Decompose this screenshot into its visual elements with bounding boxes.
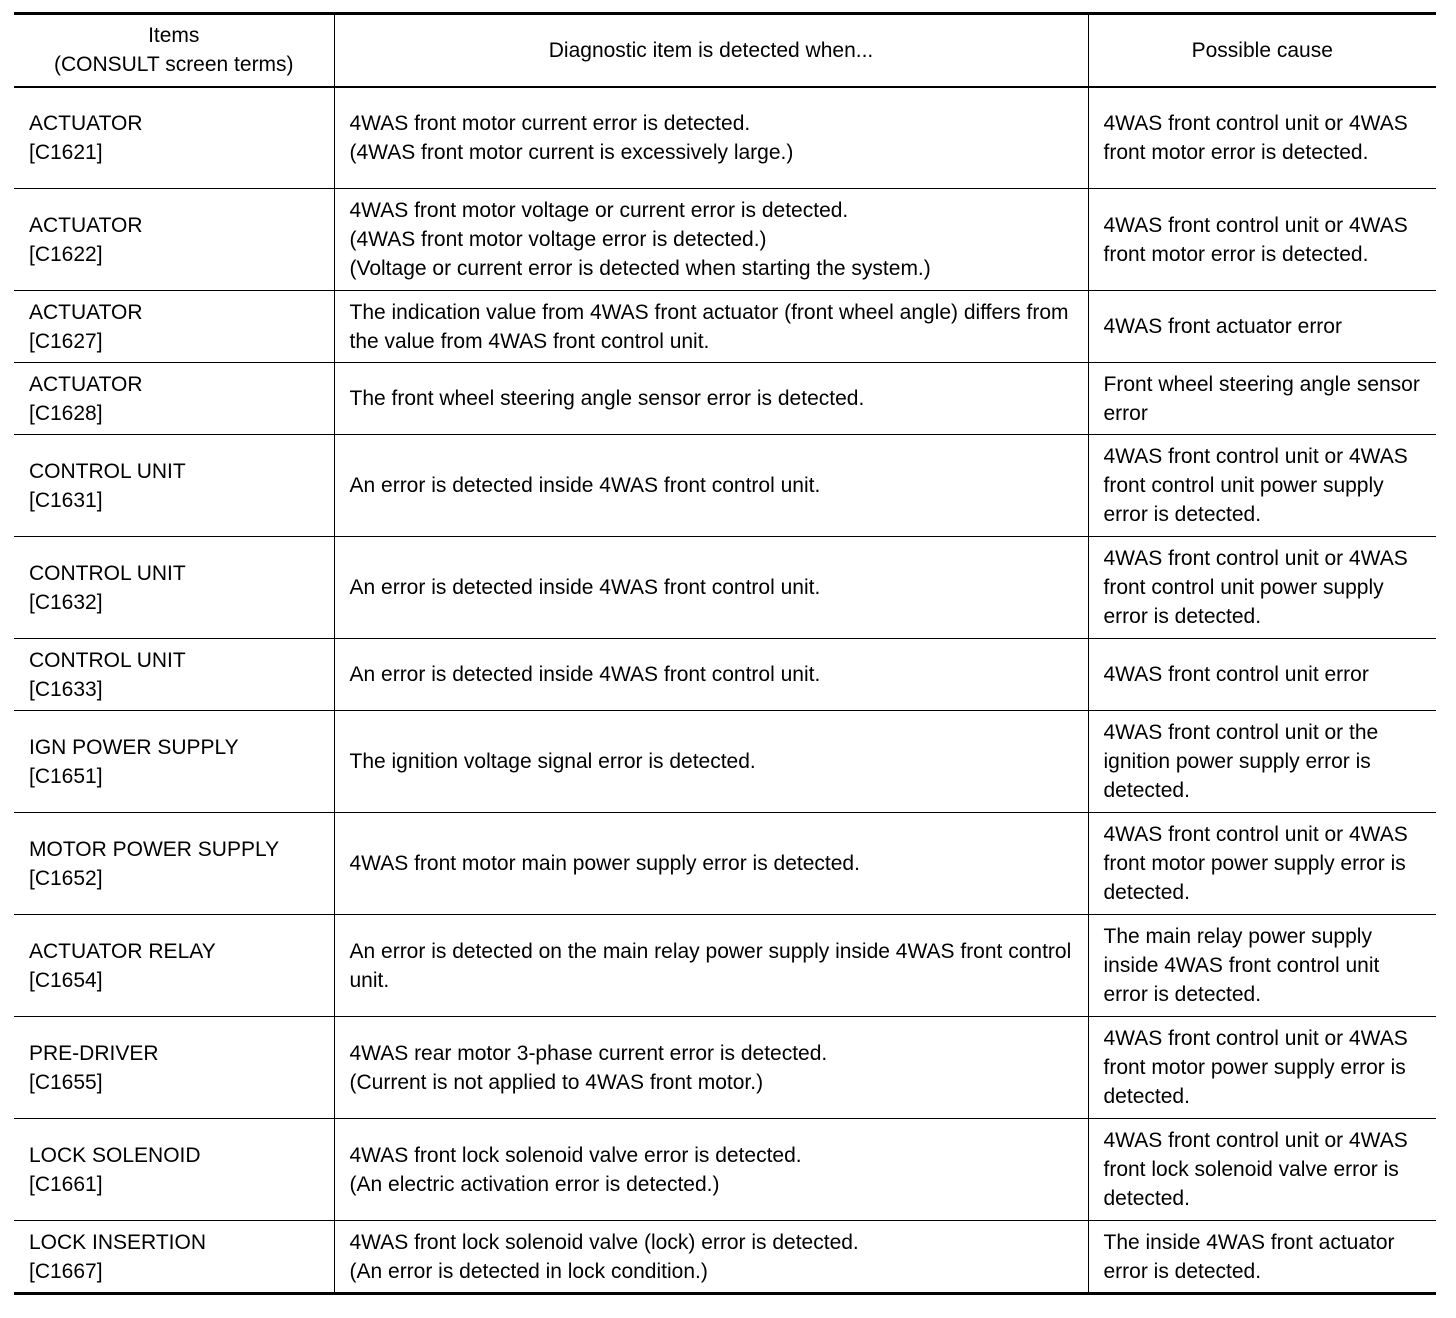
item-cell: CONTROL UNIT [C1633] xyxy=(14,639,334,711)
item-cell: LOCK INSERTION [C1667] xyxy=(14,1221,334,1294)
possible-cause-cell: The inside 4WAS front actuator error is detected. xyxy=(1088,1221,1436,1294)
item-cell: ACTUATOR [C1627] xyxy=(14,291,334,363)
table-body xyxy=(14,87,1436,1294)
possible-cause-cell: 4WAS front actuator error xyxy=(1088,291,1436,363)
item-cell: IGN POWER SUPPLY [C1651] xyxy=(14,711,334,813)
item-cell: MOTOR POWER SUPPLY [C1652] xyxy=(14,813,334,915)
table-row xyxy=(14,813,1436,915)
table-row xyxy=(14,711,1436,813)
detected-when-cell: An error is detected inside 4WAS front control unit. xyxy=(334,435,1088,537)
header-items: Items (CONSULT screen terms) xyxy=(14,14,334,87)
detected-when-cell: 4WAS front lock solenoid valve (lock) error is detected. (An error is detected in lock condition.) xyxy=(334,1221,1088,1294)
table-header xyxy=(14,14,1436,87)
possible-cause-cell: 4WAS front control unit or the ignition power supply error is detected. xyxy=(1088,711,1436,813)
table-row xyxy=(14,363,1436,435)
detected-when-cell: An error is detected inside 4WAS front control unit. xyxy=(334,639,1088,711)
item-cell: ACTUATOR RELAY [C1654] xyxy=(14,915,334,1017)
possible-cause-cell: 4WAS front control unit or 4WAS front control unit power supply error is detected. xyxy=(1088,537,1436,639)
item-cell: ACTUATOR [C1621] xyxy=(14,87,334,189)
item-cell: ACTUATOR [C1628] xyxy=(14,363,334,435)
possible-cause-cell: Front wheel steering angle sensor error xyxy=(1088,363,1436,435)
header-possible-cause: Possible cause xyxy=(1088,14,1436,87)
possible-cause-cell: 4WAS front control unit or 4WAS front lock solenoid valve error is detected. xyxy=(1088,1119,1436,1221)
possible-cause-cell: The main relay power supply inside 4WAS front control unit error is detected. xyxy=(1088,915,1436,1017)
table-row xyxy=(14,435,1436,537)
table-row xyxy=(14,87,1436,189)
table-row xyxy=(14,291,1436,363)
table-row xyxy=(14,189,1436,291)
possible-cause-cell: 4WAS front control unit or 4WAS front control unit power supply error is detected. xyxy=(1088,435,1436,537)
detected-when-cell: 4WAS front motor current error is detected. (4WAS front motor current is excessively large.) xyxy=(334,87,1088,189)
item-cell: PRE-DRIVER [C1655] xyxy=(14,1017,334,1119)
table-row xyxy=(14,1221,1436,1294)
possible-cause-cell: 4WAS front control unit or 4WAS front motor error is detected. xyxy=(1088,87,1436,189)
item-cell: CONTROL UNIT [C1631] xyxy=(14,435,334,537)
possible-cause-cell: 4WAS front control unit or 4WAS front motor error is detected. xyxy=(1088,189,1436,291)
detected-when-cell: 4WAS rear motor 3-phase current error is detected. (Current is not applied to 4WAS front motor.) xyxy=(334,1017,1088,1119)
detected-when-cell: An error is detected inside 4WAS front control unit. xyxy=(334,537,1088,639)
possible-cause-cell: 4WAS front control unit or 4WAS front motor power supply error is detected. xyxy=(1088,813,1436,915)
table-row xyxy=(14,915,1436,1017)
detected-when-cell: The indication value from 4WAS front actuator (front wheel angle) differs from the value from 4WAS front control unit. xyxy=(334,291,1088,363)
possible-cause-cell: 4WAS front control unit or 4WAS front motor power supply error is detected. xyxy=(1088,1017,1436,1119)
table-row xyxy=(14,1119,1436,1221)
table-row xyxy=(14,639,1436,711)
detected-when-cell: 4WAS front motor main power supply error is detected. xyxy=(334,813,1088,915)
detected-when-cell: The front wheel steering angle sensor error is detected. xyxy=(334,363,1088,435)
detected-when-cell: The ignition voltage signal error is detected. xyxy=(334,711,1088,813)
header-detected-when: Diagnostic item is detected when... xyxy=(334,14,1088,87)
item-cell: LOCK SOLENOID [C1661] xyxy=(14,1119,334,1221)
possible-cause-cell: 4WAS front control unit error xyxy=(1088,639,1436,711)
dtc-table xyxy=(14,12,1436,1295)
detected-when-cell: An error is detected on the main relay power supply inside 4WAS front control unit. xyxy=(334,915,1088,1017)
item-cell: CONTROL UNIT [C1632] xyxy=(14,537,334,639)
table-row xyxy=(14,1017,1436,1119)
header-row xyxy=(14,14,1436,87)
table-row xyxy=(14,537,1436,639)
detected-when-cell: 4WAS front motor voltage or current error is detected. (4WAS front motor voltage error is detected.) (Voltage or current error is detected when starting the system.) xyxy=(334,189,1088,291)
item-cell: ACTUATOR [C1622] xyxy=(14,189,334,291)
detected-when-cell: 4WAS front lock solenoid valve error is detected. (An electric activation error is detected.) xyxy=(334,1119,1088,1221)
